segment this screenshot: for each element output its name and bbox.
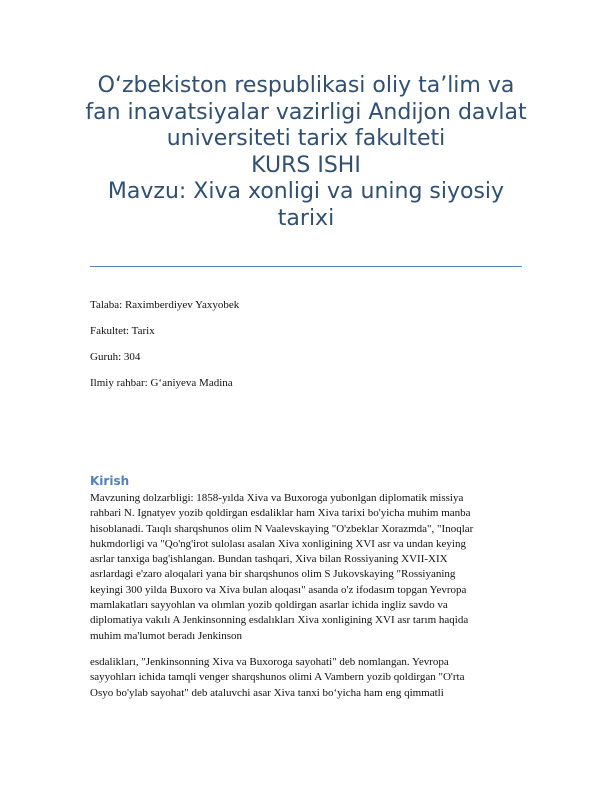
title-divider bbox=[90, 266, 522, 267]
paragraph-1-line: mamlakatları sayyohlan va olımlan yozib qoldirgan asarlar ichida ingliz savdo va bbox=[90, 599, 448, 612]
paragraph-1-line: diplomatiya vakılı A Jenkinsonning esdalıkları Xiva xonligining XVI asr tarım haqida bbox=[90, 614, 469, 627]
paragraph-1-line: muhim ma'lumot beradı Jenkinson bbox=[90, 629, 242, 642]
paragraph-2 bbox=[90, 655, 530, 701]
title-line-6: tarixi bbox=[277, 205, 335, 231]
paragraph-1-line: hisoblanadi. Taıqlı sharqshunos olim N Vaalevskaying "O'zbeklar Xorazmda", "Inoqlar bbox=[90, 522, 474, 535]
paragraph-1-line: asrlardagi e'zaro aloqalari yana bir sharqshunos olim S Jukovskaying "Rossiyaning bbox=[90, 568, 456, 581]
paragraph-2-line: sayyohları ichida tamqli venger sharqshunos olimi A Vambern yozib qoldirgan "O'rta bbox=[90, 671, 465, 684]
group: Guruh: 304 bbox=[90, 351, 141, 363]
section-heading: Kirish bbox=[90, 474, 130, 488]
student-name: Talaba: Raximberdiyev Yaxyobek bbox=[90, 299, 240, 311]
document-title bbox=[85, 73, 527, 232]
paragraph-2-line: Osyo bo'ylab sayohat" deb ataluvchi asar Xiva tanxi bo‘yicha ham eng qimmatli bbox=[90, 686, 444, 699]
paragraph-1-line: hukmdorligi va "Qo'ng'irot sulolası asalan Xiva xonligining XVI asr va undan keying bbox=[90, 537, 466, 550]
paragraph-1-line: Mavzuning dolzarbligi: 1858-yılda Xiva va Buxoroga yubonlgan diplomatik missiya bbox=[90, 492, 464, 504]
paragraph-2-line: esdalikları, "Jenkinsonning Xiva va Buxoroga sayohati" deb nomlangan. Yevropa bbox=[90, 656, 449, 668]
faculty: Fakultet: Tarix bbox=[90, 325, 155, 337]
title-line-5: Mavzu: Xiva xonligi va uning siyosiy bbox=[107, 179, 505, 204]
paragraph-1-line: asrlar tanxiga bag'ishlangan. Bundan tashqari, Xiva bilan Rossiyaning XVII-XIX bbox=[90, 553, 448, 566]
paragraph-1-line: keyingi 300 yilda Buxoro va Xiva bulan aloqası" asanda o'z ifodasım topgan Yevropa bbox=[90, 583, 467, 596]
title-line-1: O‘zbekiston respublikasi oliy ta’lim va bbox=[97, 73, 515, 98]
title-line-3: universiteti tarix fakulteti bbox=[166, 126, 446, 151]
advisor: Ilmiy rahbar: G‘aniyeva Madina bbox=[90, 377, 233, 389]
paragraph-1-line: rahbari N. Ignatyev yozib qoldirgan esdaliklar ham Xiva tarixi bo'yicha muhim manba bbox=[90, 507, 471, 520]
title-line-2: fan inavatsiyalar vazirligi Andijon davlat bbox=[85, 99, 527, 125]
title-line-4: KURS ISHI bbox=[251, 152, 361, 178]
paragraph-1 bbox=[90, 491, 530, 644]
